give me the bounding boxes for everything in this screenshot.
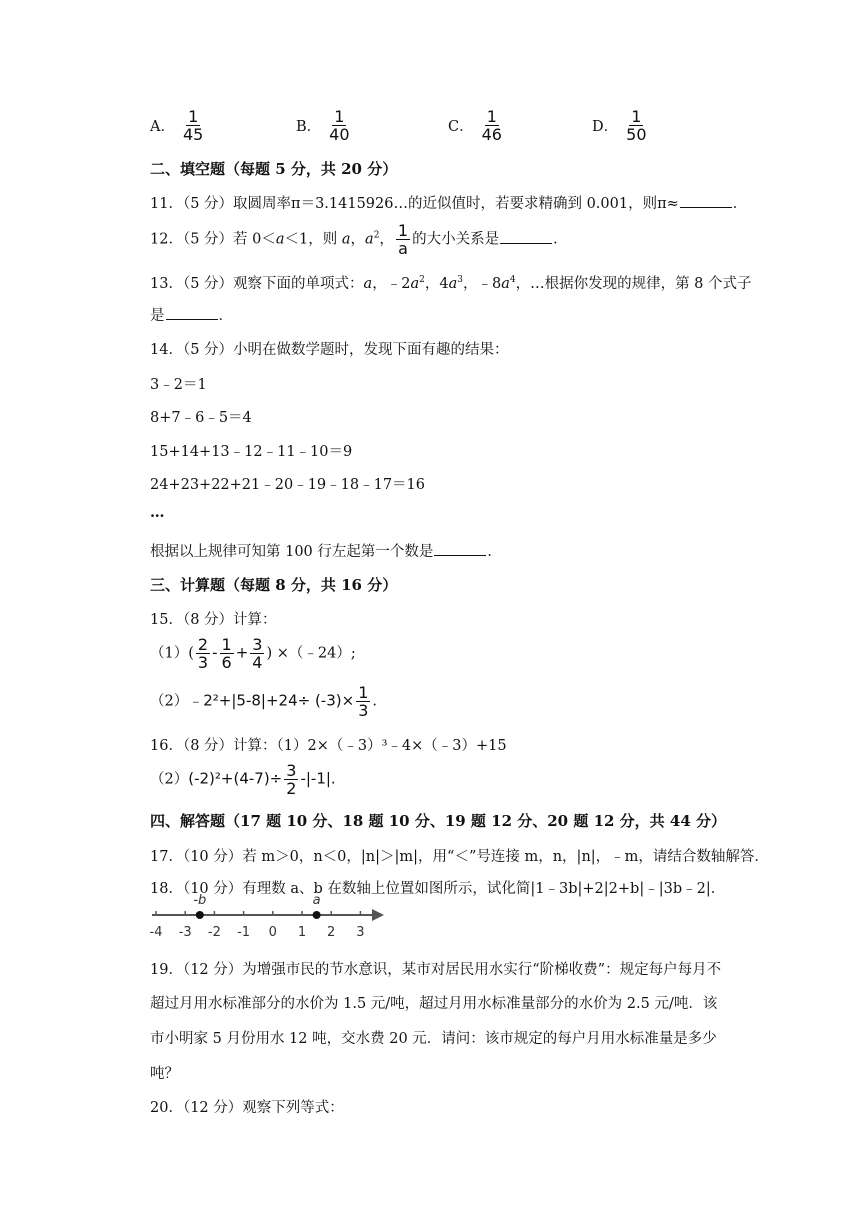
numerator: 1 [334,107,345,126]
numerator: 1 [486,107,497,126]
fraction [624,108,648,143]
question-14-title: 14．（5 分）小明在做数学题时，发现下面有趣的结果： [150,342,509,358]
q14-equation-1: 3﹣2＝1 [150,377,207,393]
question-19-line-3: 市小明家 5 月份用水 12 吨，交水费 20 元．请问：该市规定的每户月用水标准量是多少 [150,1031,717,1047]
numerator: 1 [397,221,409,240]
question-12: 12．（5 分）若 0＜a＜1，则 a，$a^2$， $\frac{1}{a}$ 的大小关系是 ． [150,221,568,258]
q15-p2-end: . [372,693,377,710]
choice-letter: A． [150,119,175,135]
question-16-part-2 [150,762,336,797]
q15-p2-pre: （2） [150,693,189,710]
answer-blank [680,195,732,208]
question-15-title: 15．（8 分）计算： [150,612,277,628]
q16-p2-pre: （2） [150,771,189,788]
fraction [480,108,504,143]
fraction [284,762,298,797]
fraction [181,108,205,143]
section-4-heading: 四、解答题（17 题 10 分、18 题 10 分、19 题 12 分、20 题 12 分，共 44 分） [150,812,726,830]
question-19-line-1: 19．（12 分）为增强市民的节水意识，某市对居民用水实行“阶梯收费”：规定每户每月不 [150,962,722,978]
tick-label: 2 [327,925,336,940]
question-15-part-2 [150,684,377,719]
fraction [250,636,264,671]
q14-equation-3: 15+14+13﹣12﹣11﹣10＝9 [150,444,353,460]
answer-blank [500,231,552,244]
choice-c [448,108,506,143]
q12-text: 12．（5 分）若 0＜ [150,231,276,248]
denominator: 6 [221,653,232,672]
tick-label: -4 [149,925,163,940]
section-2-heading: 二、填空题（每题 5 分，共 20 分） [150,160,398,178]
question-19-line-4: 吨？ [150,1066,179,1082]
numerator: 1 [188,107,199,126]
denominator: 40 [329,125,350,144]
denominator: 2 [286,779,297,798]
numerator: 3 [286,761,297,780]
tick-label: 0 [268,925,277,940]
q13-text-2: ，…根据你发现的规律，第 8 个式子 [515,276,752,292]
denominator: 50 [626,125,647,144]
q12-text-4: ， [379,231,394,248]
denominator: 45 [182,125,204,144]
answer-blank [166,307,218,320]
tick-label: -1 [237,925,251,940]
q15-p2-expression: ﹣2²+|5-8|+24÷ (-3)× [188,691,355,710]
choice-letter: B． [296,119,322,135]
q15-p1-pre: （1）( [150,645,194,662]
question-17: 17．（10 分）若 m＞0，n＜0，|n|＞|m|，用“＜”号连接 m，n，|n|，﹣m，请结合数轴解答． [150,849,769,865]
point-a-label: a [312,893,321,908]
question-11 [150,192,747,213]
q14-ask-text: 根据以上规律可知第 100 行左起第一个数是 [150,544,434,560]
point-a-dot [313,911,321,919]
choice-letter: D． [592,119,619,135]
section-3-heading: 三、计算题（每题 8 分，共 16 分） [150,576,398,594]
question-15-part-1: （1）( $\frac{2}{3}$ - $\frac{1}{6}$ + $\frac{3}{4}$ ) ×（﹣24）; [150,635,356,672]
q12-text-2: ＜1，则 [284,231,342,248]
fraction [356,684,370,719]
answer-blank [434,543,486,556]
q11-text: 11．（5 分）取圆周率π＝3.1415926…的近似值时，若要求精确到 0.001，则π≈ [150,196,679,212]
choice-b [296,108,354,143]
q13-text: 13．（5 分）观察下面的单项式： [150,276,364,292]
denominator: a [398,239,408,258]
denominator: 3 [358,701,369,720]
q13-terms: a，$﹣2a^2$，$4a^3$，$﹣8a^4$ [363,275,516,292]
q16-p2-expression: (-2)²+(4-7)÷ [188,769,283,788]
numerator: 1 [631,107,642,126]
denominator: 4 [252,653,263,672]
q12-end: ． [553,231,568,248]
numerator: 1 [358,683,369,702]
choice-d [592,108,651,143]
fraction [396,222,410,257]
tick-label: 1 [297,925,307,940]
denominator: 46 [481,125,502,144]
question-20: 20．（12 分）观察下列等式： [150,1100,344,1116]
numerator: 1 [221,635,232,654]
question-19-line-2: 超过月用水标准部分的水价为 1.5 元/吨，超过月用水标准量部分的水价为 2.5 元/吨．该 [150,996,718,1012]
arrow-icon [372,909,384,921]
q15-p1-post: ) ×（﹣24）; [266,645,356,662]
q14-ask [150,540,502,561]
q11-end: ． [732,196,748,212]
fraction [327,108,351,143]
tick-label: 3 [356,925,365,940]
point-b-label: -b [193,893,207,908]
q14-ellipsis: … [150,504,165,521]
tick-label: -2 [207,925,221,940]
point-b-dot [196,911,204,919]
tick-label: -3 [178,925,192,940]
q13-end: ． [218,308,233,324]
question-18: 18．（10 分）有理数 a、b 在数轴上位置如图所示，试化简|1﹣3b|+2|2+b|﹣|3b﹣2|． [150,881,726,897]
q14-end: ． [487,544,502,560]
q12-text-5: 的大小关系是 [412,231,500,248]
numerator: 2 [197,635,209,654]
q14-equation-4: 24+23+22+21﹣20﹣19﹣18﹣17＝16 [150,477,426,493]
fraction [220,636,234,671]
denominator: 3 [197,653,209,672]
question-13-line-1 [150,272,752,293]
question-13-line-2 [150,304,233,325]
numerator: 3 [252,635,263,654]
q13-text-3: 是 [150,308,165,324]
choice-letter: C． [448,119,474,135]
number-line [148,880,388,944]
q12-text-3: ， [350,231,366,248]
choice-a [150,108,207,143]
fraction [196,636,210,671]
q14-equation-2: 8+7﹣6﹣5＝4 [150,410,252,426]
q16-p2-end: -|-1|. [300,769,336,788]
question-16-part-1: 16．（8 分）计算：（1）2×（﹣3）³﹣4×（﹣3）+15 [150,738,507,754]
